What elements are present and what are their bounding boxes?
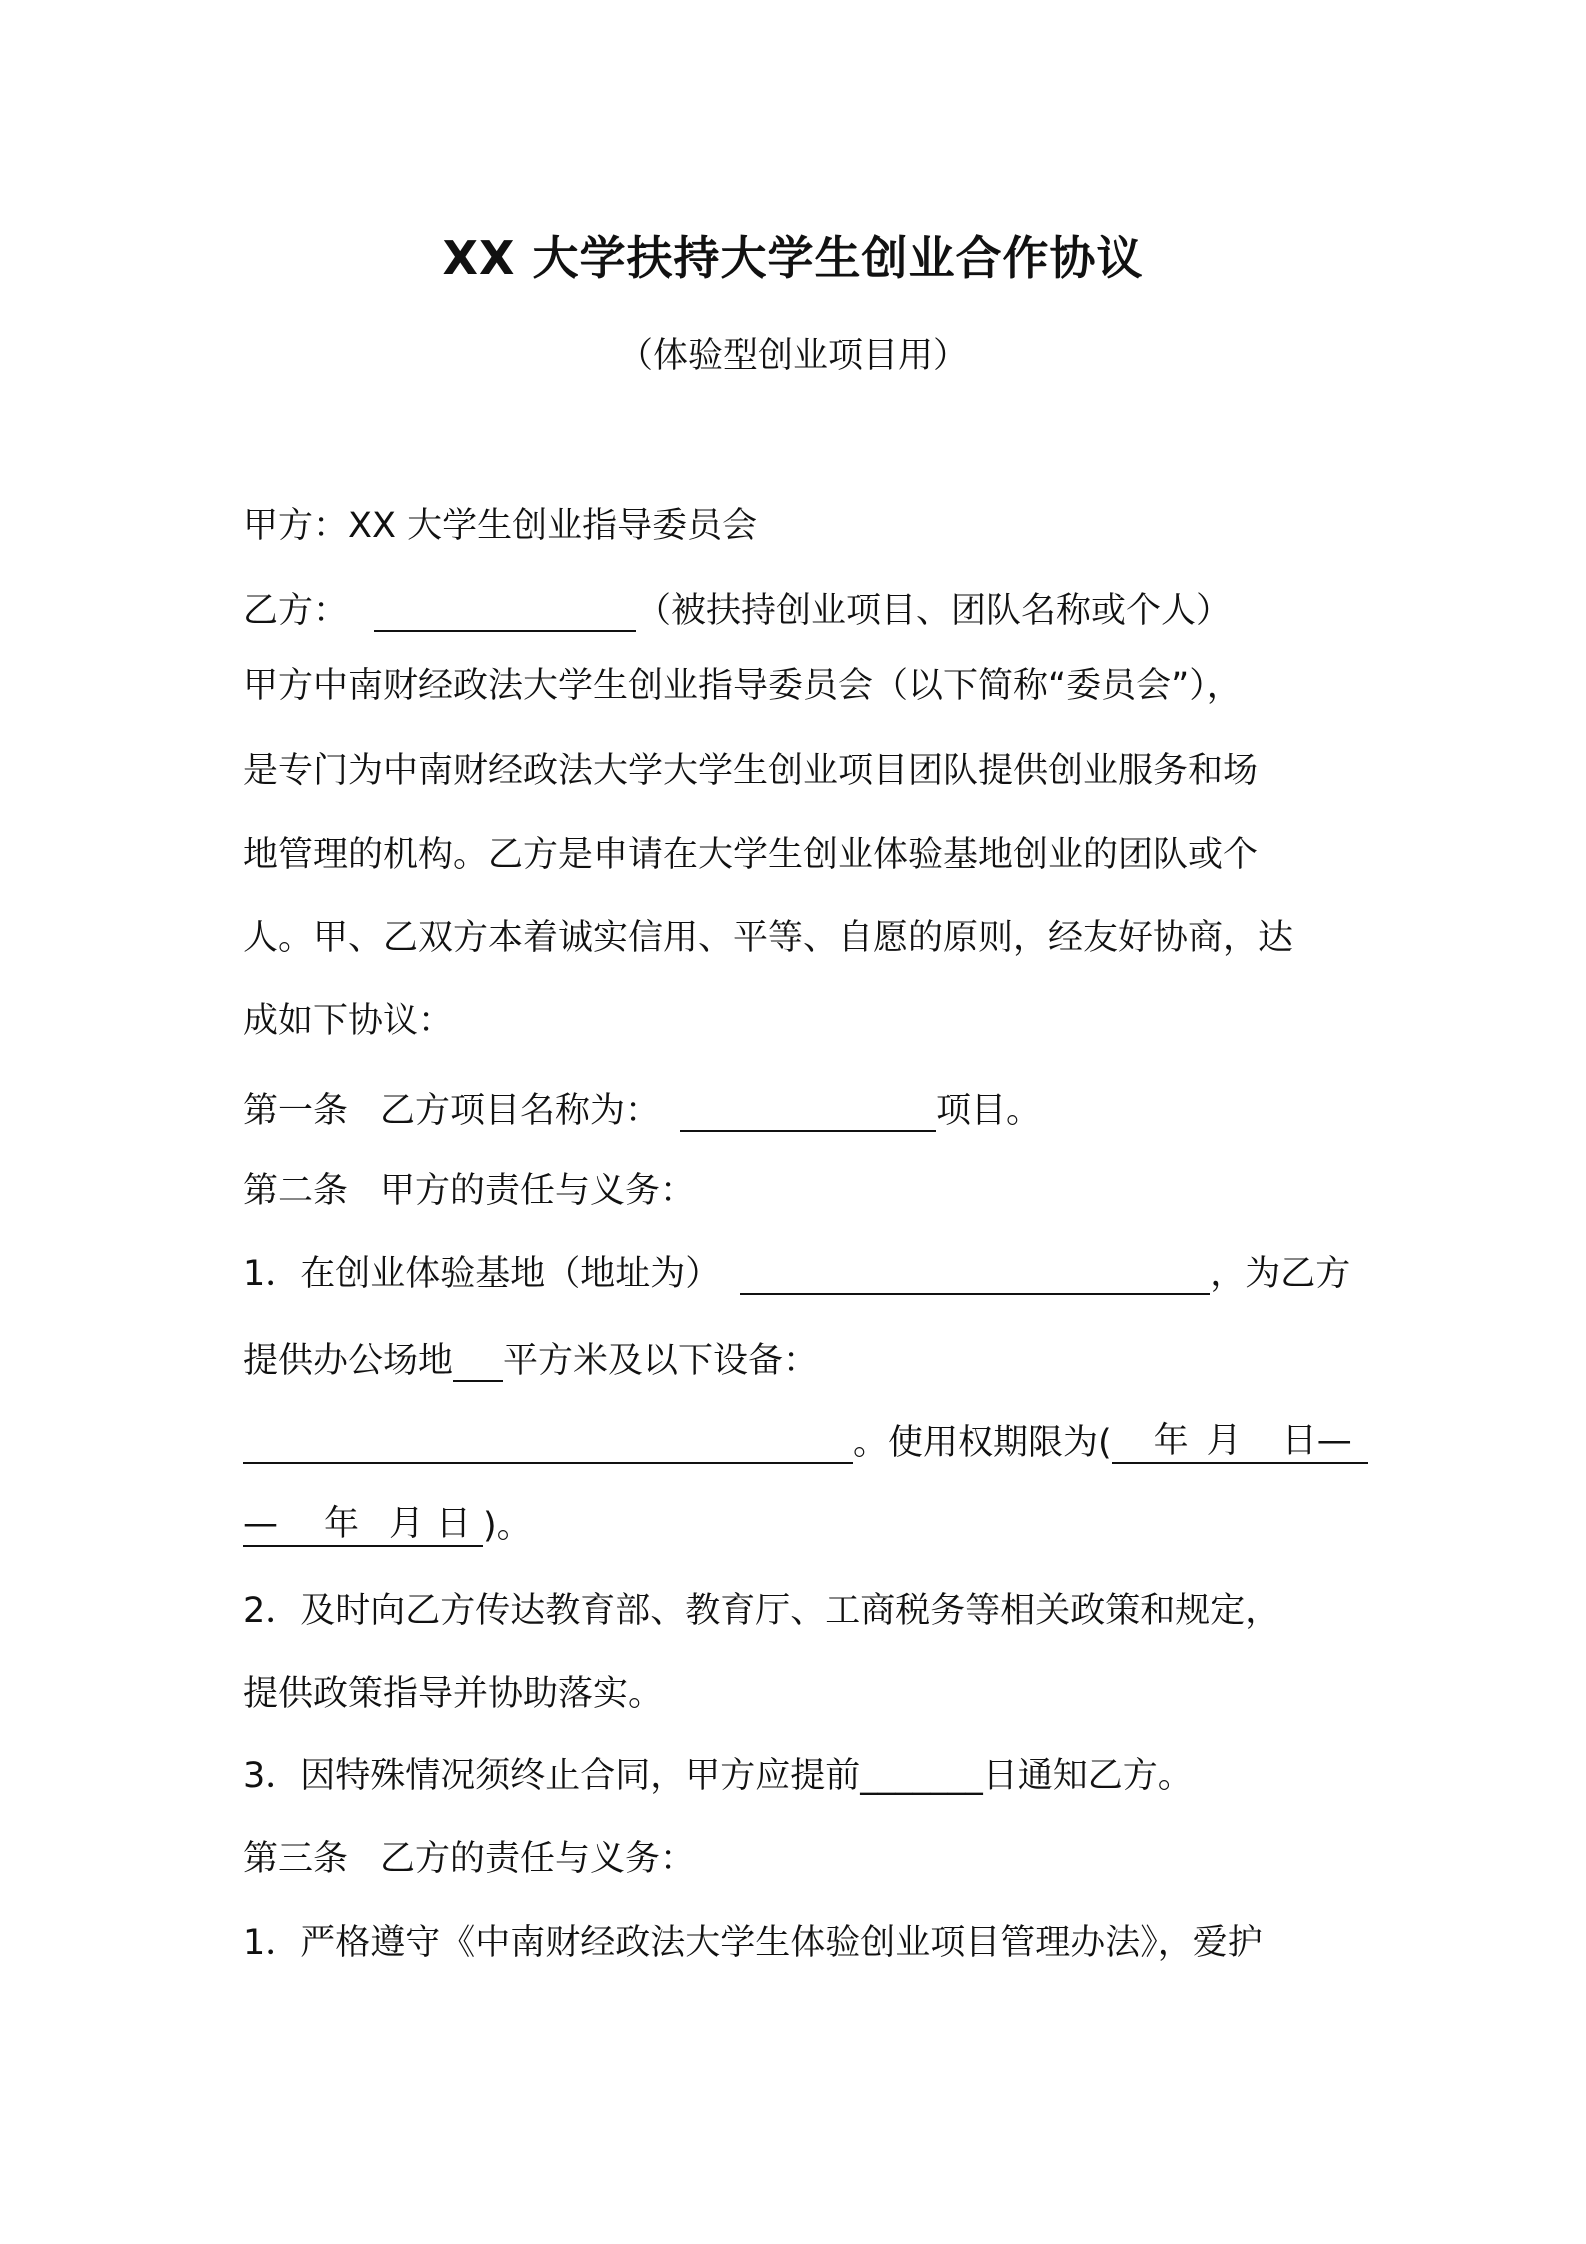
a2-item1-line4: [243, 1503, 532, 1547]
a2-item3-suffix: 日通知乙方。: [982, 1756, 1193, 1796]
a2-item1-suffix: ，为乙方: [1210, 1254, 1351, 1294]
article-3: [243, 1838, 695, 1880]
a2-item1-line2b: 平方米及以下设备：: [503, 1341, 819, 1381]
project-name-blank[interactable]: [680, 1090, 936, 1132]
end-date-field[interactable]: [243, 1503, 483, 1547]
document-title: XX 大学扶持大学生创业合作协议: [442, 231, 1144, 285]
a3-item1: 1．严格遵守《中南财经政法大学生体验创业项目管理办法》，爱护: [243, 1923, 1263, 1963]
article-3-label: 第三条: [243, 1839, 349, 1879]
party-b-line: [243, 590, 1231, 632]
a2-item1-prefix: 1．在创业体验基地（地址为）: [243, 1254, 721, 1294]
intro-line-3: 地管理的机构。乙方是申请在大学生创业体验基地创业的团队或个: [243, 835, 1259, 875]
start-year: 年: [1153, 1421, 1189, 1461]
article-1-label: 第一条: [243, 1091, 349, 1131]
a2-item2-line2: 提供政策指导并协助落实。: [243, 1674, 664, 1714]
article-1-suffix: 项目。: [936, 1091, 1042, 1131]
article-2-text: 甲方的责任与义务：: [380, 1171, 696, 1211]
article-2-label: 第二条: [243, 1171, 349, 1211]
article-1: [243, 1090, 1041, 1132]
start-day: 日—: [1281, 1421, 1352, 1461]
party-b-blank[interactable]: [374, 590, 636, 632]
a2-item2-line1: 2．及时向乙方传达教育部、教育厅、工商税务等相关政策和规定，: [243, 1591, 1281, 1631]
area-blank[interactable]: [453, 1340, 503, 1382]
a2-item3: [243, 1755, 1193, 1797]
party-b-label: 乙方：: [243, 591, 349, 631]
party-b-note: （被扶持创业项目、团队名称或个人）: [636, 591, 1232, 631]
a2-item1-line2a: 提供办公场地: [243, 1341, 454, 1381]
end-day: 日: [436, 1504, 472, 1544]
end-month: 月: [389, 1504, 425, 1544]
intro-line-1: 甲方中南财经政法大学生创业指导委员会（以下简称“委员会”），: [243, 666, 1242, 706]
a2-item1-end: )。: [483, 1506, 532, 1546]
a2-item1-line2: [243, 1340, 818, 1382]
equipment-blank[interactable]: [243, 1422, 853, 1464]
intro-line-2: 是专门为中南财经政法大学大学生创业项目团队提供创业服务和场: [243, 751, 1259, 791]
intro-line-4: 人。甲、乙双方本着诚实信用、平等、自愿的原则，经友好协商，达: [243, 918, 1294, 958]
start-date-field[interactable]: [1112, 1420, 1368, 1464]
start-month: 月: [1206, 1421, 1242, 1461]
a2-item1-line1: [243, 1253, 1350, 1295]
address-blank[interactable]: [740, 1253, 1210, 1295]
a2-item1-line3: [243, 1420, 1368, 1464]
end-dash: —: [243, 1504, 278, 1544]
party-a-value: XX 大学生创业指导委员会: [348, 506, 758, 546]
intro-line-5: 成如下协议：: [243, 1001, 454, 1041]
document-subtitle: （体验型创业项目用）: [617, 336, 968, 376]
article-1-text: 乙方项目名称为：: [380, 1091, 661, 1131]
a2-item3-prefix: 3．因特殊情况须终止合同，甲方应提前: [243, 1756, 861, 1796]
party-a-line: [243, 505, 757, 547]
article-2: [243, 1170, 695, 1212]
a2-item1-line3a: 。使用权期限为(: [853, 1423, 1112, 1463]
party-a-label: 甲方：: [243, 506, 349, 546]
notice-days-blank[interactable]: _______: [860, 1756, 983, 1796]
end-year: 年: [324, 1504, 360, 1544]
article-3-text: 乙方的责任与义务：: [380, 1839, 696, 1879]
